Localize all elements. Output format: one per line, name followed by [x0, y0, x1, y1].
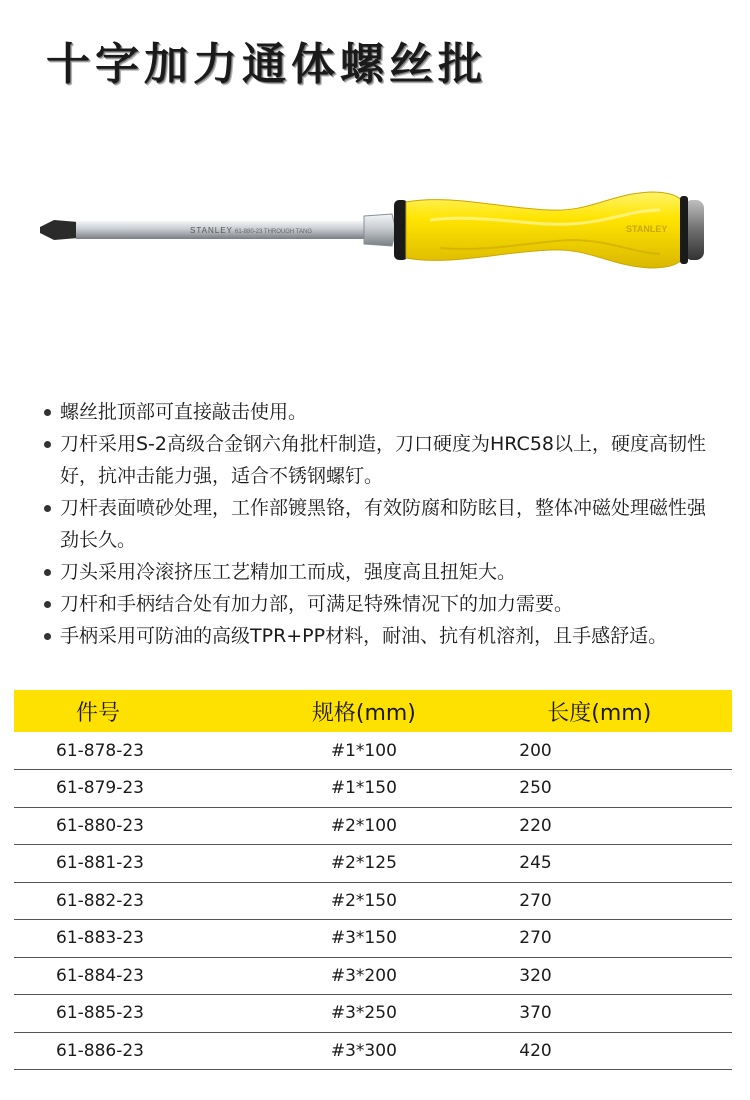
- feature-text: 手柄采用可防油的高级TPR+PP材料，耐油、抗有机溶剂，且手感舒适。: [60, 625, 668, 647]
- cell-length: 200: [489, 732, 732, 770]
- table-row: [14, 920, 732, 958]
- table-row: [14, 732, 732, 770]
- cell-spec: #1*100: [239, 732, 490, 770]
- bullet-icon: [44, 569, 51, 576]
- cell-part-number: 61-881-23: [14, 845, 239, 883]
- table-row: [14, 882, 732, 920]
- cell-spec: #3*200: [239, 957, 490, 995]
- feature-text: 刀杆表面喷砂处理，工作部镀黑铬，有效防腐和防眩目，整体冲磁处理磁性强劲长久。: [60, 497, 707, 551]
- cell-part-number: 61-882-23: [14, 882, 239, 920]
- header-part-number: 件号: [76, 700, 121, 726]
- bullet-icon: [44, 633, 51, 640]
- cell-length: 220: [489, 807, 732, 845]
- cell-spec: #2*150: [239, 882, 490, 920]
- page-title: 十字加力通体螺丝批: [46, 39, 487, 90]
- cell-spec: #2*125: [239, 845, 490, 883]
- cell-length: 245: [489, 845, 732, 883]
- cell-length: 270: [489, 920, 732, 958]
- feature-list: [40, 396, 720, 652]
- table-row: [14, 845, 732, 883]
- cell-part-number: 61-880-23: [14, 807, 239, 845]
- cell-spec: #3*300: [239, 1032, 490, 1070]
- cell-spec: #3*150: [239, 920, 490, 958]
- bullet-icon: [44, 409, 51, 416]
- cell-length: 370: [489, 995, 732, 1033]
- cell-length: 420: [489, 1032, 732, 1070]
- shaft-brand-text: STANLEY: [190, 226, 233, 235]
- header-spec: 规格(mm): [311, 700, 416, 726]
- cell-length: 250: [489, 770, 732, 808]
- table-row: [14, 995, 732, 1033]
- feature-item: [40, 396, 720, 428]
- cell-part-number: 61-884-23: [14, 957, 239, 995]
- spec-table: [14, 690, 732, 1070]
- table-row: [14, 1032, 732, 1070]
- table-row: [14, 807, 732, 845]
- table-row: [14, 770, 732, 808]
- feature-item: [40, 428, 720, 492]
- cell-spec: #1*150: [239, 770, 490, 808]
- cell-part-number: 61-879-23: [14, 770, 239, 808]
- cell-part-number: 61-878-23: [14, 732, 239, 770]
- feature-text: 刀杆采用S-2高级合金钢六角批杆制造，刀口硬度为HRC58以上，硬度高韧性好，抗冲击能力强，适合不锈钢螺钉。: [60, 433, 706, 487]
- feature-item: [40, 556, 720, 588]
- feature-text: 刀杆和手柄结合处有加力部，可满足特殊情况下的加力需要。: [60, 593, 574, 615]
- handle-brand-text: STANLEY: [626, 224, 668, 234]
- screwdriver-tip: [40, 220, 78, 240]
- cell-part-number: 61-883-23: [14, 920, 239, 958]
- bullet-icon: [44, 505, 51, 512]
- cell-part-number: 61-886-23: [14, 1032, 239, 1070]
- feature-text: 刀头采用冷滚挤压工艺精加工而成，强度高且扭矩大。: [60, 561, 517, 583]
- header-length: 长度(mm): [547, 700, 652, 726]
- cell-length: 320: [489, 957, 732, 995]
- table-row: [14, 957, 732, 995]
- shaft-marking-text: 61-880-23 THROUGH TANG: [235, 229, 313, 235]
- cell-spec: #2*100: [239, 807, 490, 845]
- cell-spec: #3*250: [239, 995, 490, 1033]
- screwdriver-image: [30, 170, 720, 290]
- feature-item: [40, 492, 720, 556]
- table-header-row: [14, 690, 732, 732]
- cell-length: 270: [489, 882, 732, 920]
- bullet-icon: [44, 601, 51, 608]
- feature-text: 螺丝批顶部可直接敲击使用。: [60, 401, 308, 423]
- feature-item: [40, 588, 720, 620]
- feature-item: [40, 620, 720, 652]
- bullet-icon: [44, 441, 51, 448]
- cell-part-number: 61-885-23: [14, 995, 239, 1033]
- hex-bolster: [364, 214, 396, 246]
